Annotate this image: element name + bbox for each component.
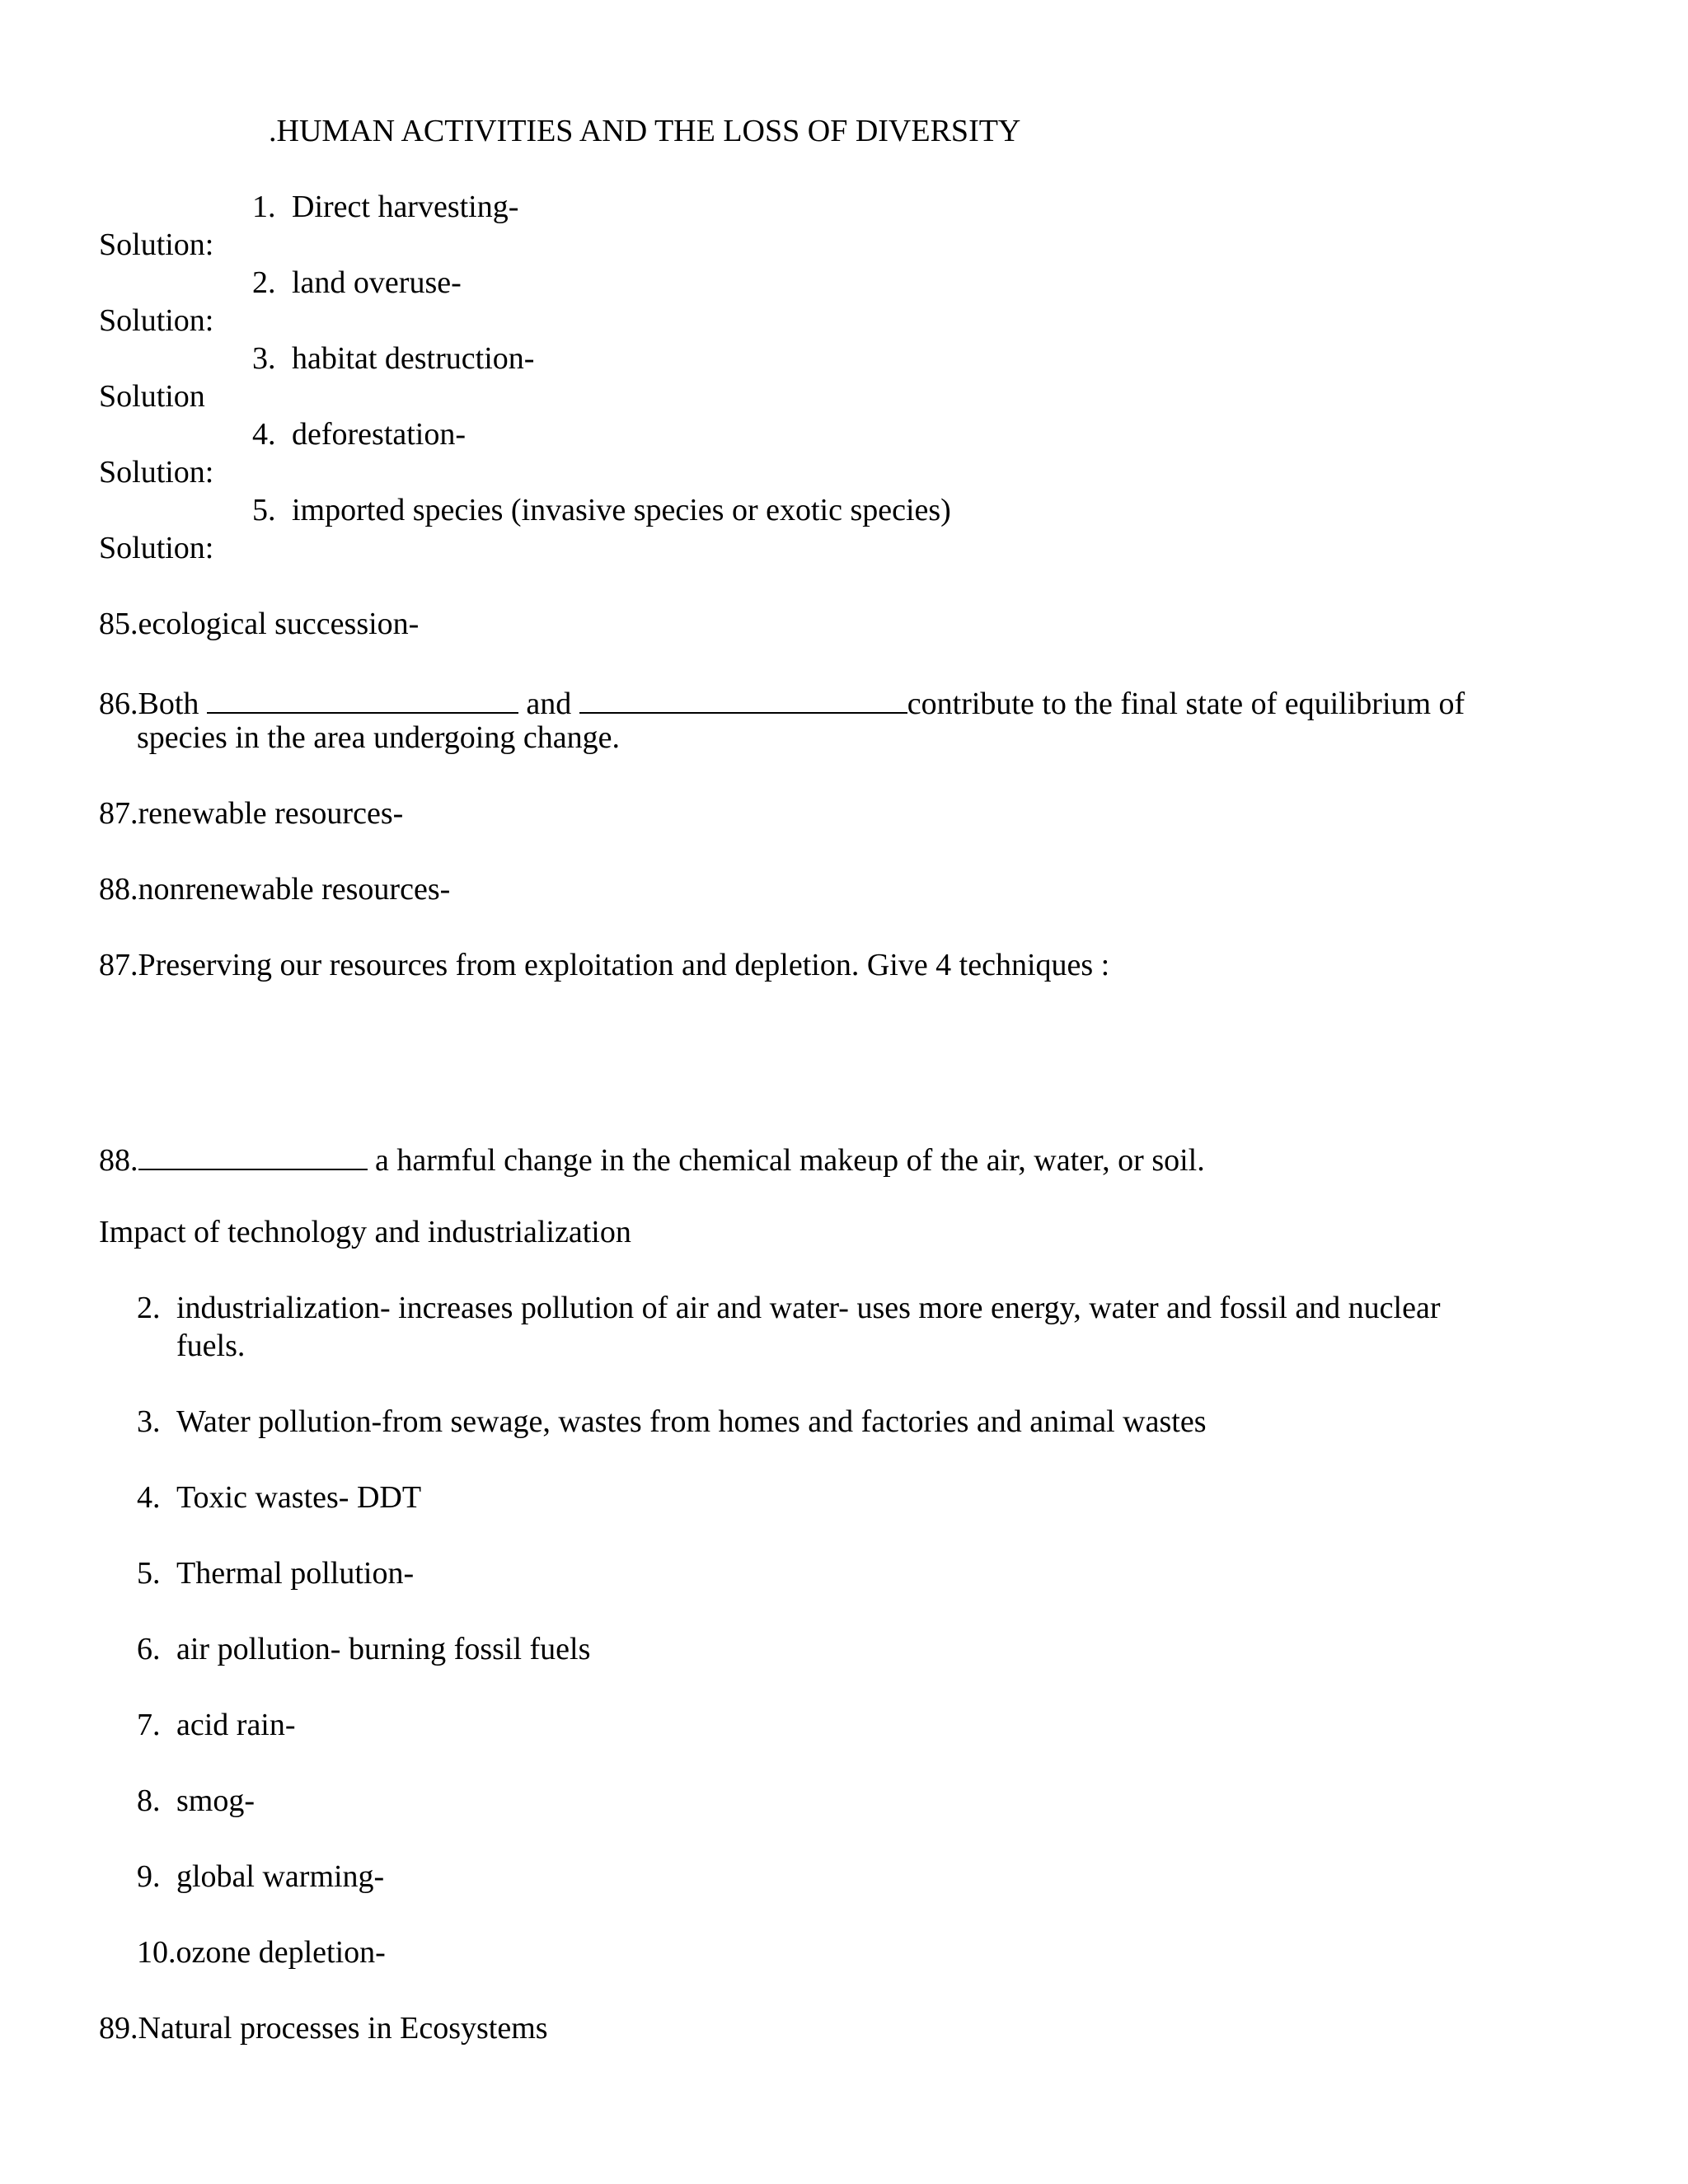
activity-text: habitat destruction- xyxy=(292,341,535,376)
impact-text: industrialization- increases pollution of air and water- uses more energy, water and fossil and nuclear xyxy=(176,1291,1441,1325)
question-86 xyxy=(99,681,1465,723)
question-88-nonrenewable: 88.nonrenewable resources- xyxy=(99,872,451,907)
q86-middle: and xyxy=(526,687,572,721)
impact-text: acid rain- xyxy=(176,1708,296,1742)
activity-text: land overuse- xyxy=(292,265,462,300)
impact-continuation: fuels. xyxy=(176,1329,246,1363)
impact-item xyxy=(137,1403,1207,1441)
impact-item xyxy=(137,1630,590,1668)
activity-text: Direct harvesting- xyxy=(292,190,519,224)
impact-item xyxy=(137,1554,414,1592)
impact-number: 7. xyxy=(137,1708,161,1742)
activity-item xyxy=(252,340,534,377)
impact-number: 8. xyxy=(137,1783,161,1818)
question-85: 85.ecological succession- xyxy=(99,607,420,641)
question-89: 89.Natural processes in Ecosystems xyxy=(99,2011,548,2046)
activity-item xyxy=(252,188,518,226)
activity-number: 5. xyxy=(252,493,276,527)
impact-text: smog- xyxy=(176,1783,255,1818)
q86-suffix: contribute to the final state of equilibrium of xyxy=(907,687,1465,721)
q86-continuation: species in the area undergoing change. xyxy=(137,720,620,755)
impact-text: global warming- xyxy=(176,1859,385,1894)
impact-number: 6. xyxy=(137,1632,161,1666)
activity-number: 2. xyxy=(252,265,276,300)
page-title: .HUMAN ACTIVITIES AND THE LOSS OF DIVERSITY xyxy=(269,114,1021,148)
impact-item xyxy=(137,1933,386,1971)
impact-number: 4. xyxy=(137,1480,161,1515)
q86-prefix: 86.Both xyxy=(99,687,199,721)
question-87-renewable: 87.renewable resources- xyxy=(99,796,404,831)
activity-number: 4. xyxy=(252,417,276,452)
solution-label: Solution: xyxy=(99,531,214,565)
impact-number: 5. xyxy=(137,1556,161,1591)
impact-item xyxy=(137,1782,255,1820)
activity-number: 1. xyxy=(252,190,276,224)
solution-label: Solution xyxy=(99,379,205,414)
q88-prefix: 88. xyxy=(99,1143,138,1178)
answer-blank[interactable] xyxy=(579,681,907,714)
section-heading: Impact of technology and industrialization xyxy=(99,1215,631,1249)
activity-text: imported species (invasive species or exotic species) xyxy=(292,493,951,527)
activity-item xyxy=(252,491,951,529)
activity-item xyxy=(252,415,466,453)
solution-label: Solution: xyxy=(99,303,214,338)
impact-item xyxy=(137,1289,1441,1327)
activity-item xyxy=(252,264,462,302)
impact-item xyxy=(137,1858,384,1896)
impact-number: 9. xyxy=(137,1859,161,1894)
question-88-pollution xyxy=(99,1137,1205,1179)
answer-blank[interactable] xyxy=(138,1137,368,1170)
impact-text: air pollution- burning fossil fuels xyxy=(176,1632,591,1666)
impact-number: 3. xyxy=(137,1404,161,1439)
impact-text: Thermal pollution- xyxy=(176,1556,415,1591)
solution-label: Solution: xyxy=(99,455,214,490)
impact-text: Water pollution-from sewage, wastes from homes and factories and animal wastes xyxy=(176,1404,1207,1439)
answer-blank[interactable] xyxy=(207,681,518,714)
activity-text: deforestation- xyxy=(292,417,467,452)
impact-item xyxy=(137,1706,296,1744)
impact-text: ozone depletion- xyxy=(176,1935,386,1970)
impact-item xyxy=(137,1479,421,1516)
impact-number: 10. xyxy=(137,1935,176,1970)
q88-text: a harmful change in the chemical makeup of the air, water, or soil. xyxy=(375,1143,1205,1178)
question-87-preserving: 87.Preserving our resources from exploitation and depletion. Give 4 techniques : xyxy=(99,948,1110,982)
solution-label: Solution: xyxy=(99,227,214,262)
impact-number: 2. xyxy=(137,1291,161,1325)
impact-text: Toxic wastes- DDT xyxy=(176,1480,422,1515)
activity-number: 3. xyxy=(252,341,276,376)
